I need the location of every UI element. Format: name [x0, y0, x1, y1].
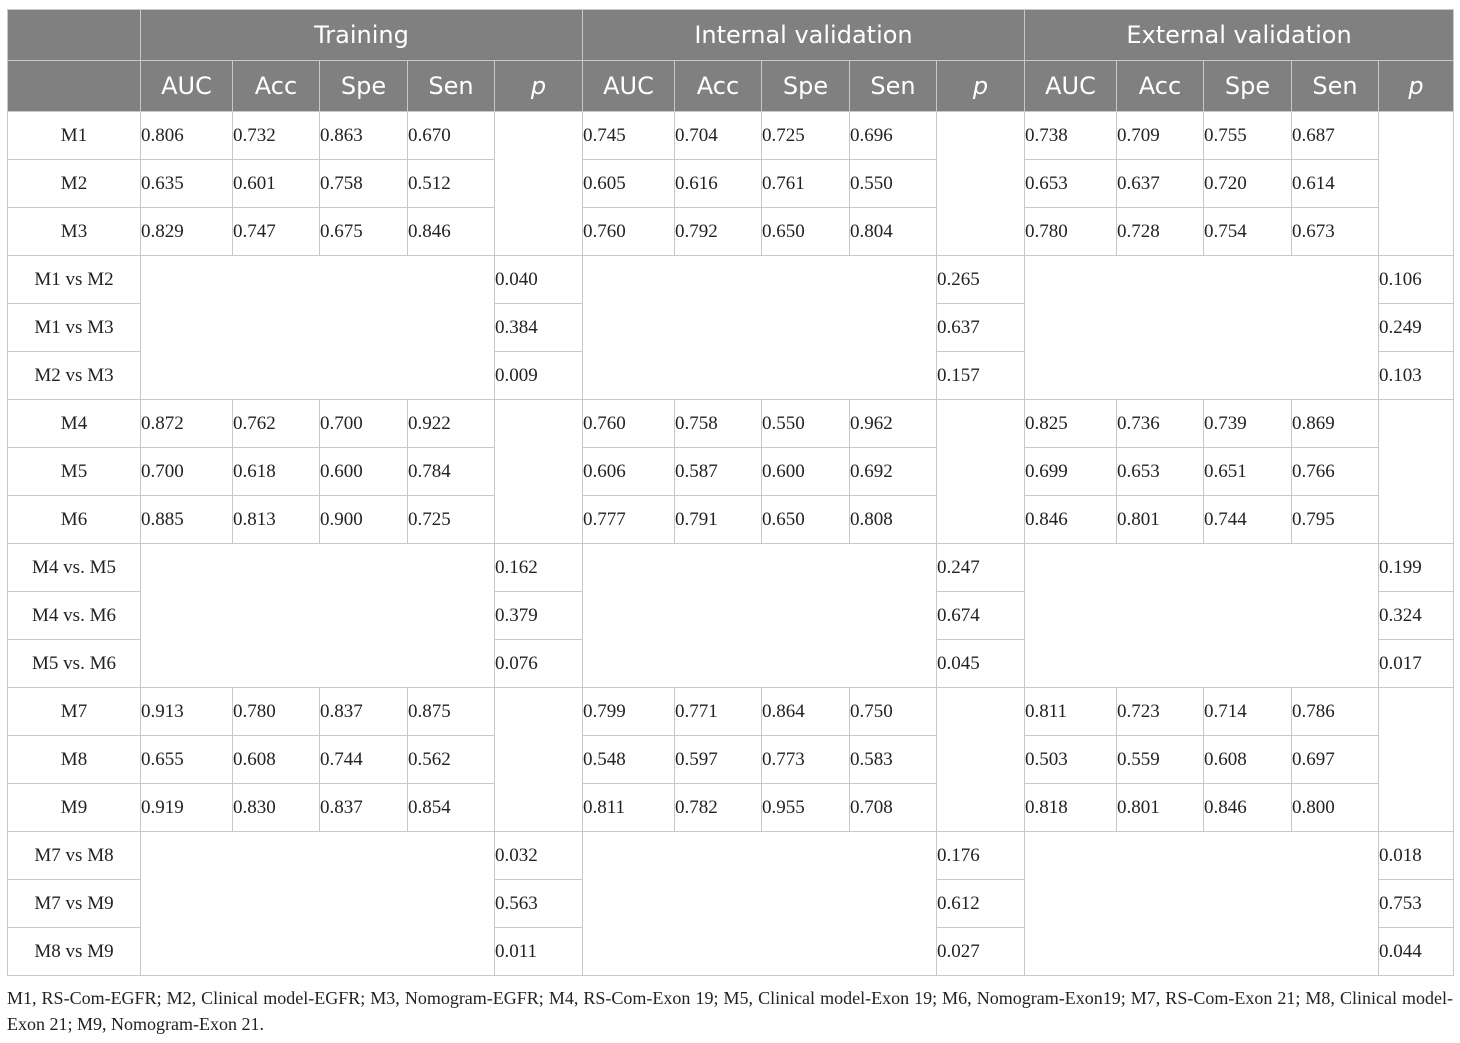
metric-value: 0.744 [320, 736, 408, 784]
metric-value: 0.829 [141, 208, 233, 256]
metric-value: 0.801 [1117, 496, 1204, 544]
metric-value: 0.562 [408, 736, 495, 784]
group-header: External validation [1025, 10, 1454, 61]
metric-value: 0.837 [320, 784, 408, 832]
metric-header: Sen [850, 61, 937, 112]
metric-value: 0.548 [583, 736, 675, 784]
metric-value: 0.863 [320, 112, 408, 160]
metric-value: 0.758 [675, 400, 762, 448]
comparison-label: M4 vs. M5 [8, 544, 141, 592]
metric-header: AUC [1025, 61, 1117, 112]
empty-p-cell [937, 688, 1025, 832]
comparison-label: M2 vs M3 [8, 352, 141, 400]
comparison-label: M8 vs M9 [8, 928, 141, 976]
model-row [8, 688, 1454, 736]
empty-p-cell [1379, 688, 1454, 832]
p-value: 0.265 [937, 256, 1025, 304]
model-row [8, 160, 1454, 208]
metric-value: 0.854 [408, 784, 495, 832]
metric-value: 0.653 [1117, 448, 1204, 496]
metric-value: 0.650 [762, 208, 850, 256]
model-row [8, 208, 1454, 256]
metric-value: 0.811 [1025, 688, 1117, 736]
p-value: 0.011 [495, 928, 583, 976]
metric-value: 0.811 [583, 784, 675, 832]
group-header-row [8, 10, 1454, 61]
p-value: 0.162 [495, 544, 583, 592]
metric-value: 0.697 [1292, 736, 1379, 784]
empty-metric-cell [1025, 832, 1379, 976]
metric-value: 0.955 [762, 784, 850, 832]
empty-p-cell [937, 112, 1025, 256]
empty-metric-cell [1025, 544, 1379, 688]
metric-value: 0.725 [762, 112, 850, 160]
group-header: Internal validation [583, 10, 1025, 61]
corner-cell [8, 10, 141, 61]
empty-metric-cell [583, 832, 937, 976]
metric-value: 0.755 [1204, 112, 1292, 160]
metric-value: 0.780 [233, 688, 320, 736]
model-label: M9 [8, 784, 141, 832]
metric-value: 0.739 [1204, 400, 1292, 448]
metric-value: 0.869 [1292, 400, 1379, 448]
metric-value: 0.919 [141, 784, 233, 832]
metric-value: 0.600 [320, 448, 408, 496]
model-row [8, 448, 1454, 496]
metric-header: p [1379, 61, 1454, 112]
metric-value: 0.808 [850, 496, 937, 544]
p-value: 0.009 [495, 352, 583, 400]
metric-value: 0.653 [1025, 160, 1117, 208]
metric-value: 0.559 [1117, 736, 1204, 784]
metric-value: 0.825 [1025, 400, 1117, 448]
metric-value: 0.801 [1117, 784, 1204, 832]
metric-value: 0.745 [583, 112, 675, 160]
metric-value: 0.771 [675, 688, 762, 736]
comparison-row [8, 544, 1454, 592]
p-value: 0.040 [495, 256, 583, 304]
metric-value: 0.830 [233, 784, 320, 832]
comparison-label: M1 vs M3 [8, 304, 141, 352]
metric-value: 0.550 [762, 400, 850, 448]
metric-value: 0.786 [1292, 688, 1379, 736]
metric-value: 0.608 [233, 736, 320, 784]
empty-metric-cell [141, 832, 495, 976]
metric-value: 0.606 [583, 448, 675, 496]
metric-value: 0.670 [408, 112, 495, 160]
metric-value: 0.784 [408, 448, 495, 496]
metric-value: 0.760 [583, 208, 675, 256]
metric-value: 0.780 [1025, 208, 1117, 256]
model-label: M8 [8, 736, 141, 784]
metric-value: 0.922 [408, 400, 495, 448]
metric-value: 0.792 [675, 208, 762, 256]
p-value: 0.032 [495, 832, 583, 880]
comparison-label: M7 vs M9 [8, 880, 141, 928]
metric-value: 0.720 [1204, 160, 1292, 208]
metric-value: 0.699 [1025, 448, 1117, 496]
model-label: M4 [8, 400, 141, 448]
p-value: 0.384 [495, 304, 583, 352]
metric-header: Spe [1204, 61, 1292, 112]
metric-value: 0.913 [141, 688, 233, 736]
empty-p-cell [495, 688, 583, 832]
metric-value: 0.692 [850, 448, 937, 496]
comparison-label: M4 vs. M6 [8, 592, 141, 640]
p-value: 0.199 [1379, 544, 1454, 592]
empty-metric-cell [583, 544, 937, 688]
metric-header-row [8, 61, 1454, 112]
metric-value: 0.962 [850, 400, 937, 448]
metric-value: 0.723 [1117, 688, 1204, 736]
empty-metric-cell [583, 256, 937, 400]
metric-value: 0.583 [850, 736, 937, 784]
metric-header: AUC [141, 61, 233, 112]
metric-value: 0.635 [141, 160, 233, 208]
p-value: 0.563 [495, 880, 583, 928]
metric-value: 0.605 [583, 160, 675, 208]
metric-value: 0.806 [141, 112, 233, 160]
p-value: 0.027 [937, 928, 1025, 976]
empty-metric-cell [1025, 256, 1379, 400]
metric-value: 0.795 [1292, 496, 1379, 544]
metric-value: 0.777 [583, 496, 675, 544]
p-value: 0.176 [937, 832, 1025, 880]
metric-value: 0.597 [675, 736, 762, 784]
model-row [8, 400, 1454, 448]
metric-value: 0.618 [233, 448, 320, 496]
metric-value: 0.754 [1204, 208, 1292, 256]
empty-p-cell [495, 112, 583, 256]
metric-value: 0.550 [850, 160, 937, 208]
metric-value: 0.846 [1204, 784, 1292, 832]
metric-value: 0.900 [320, 496, 408, 544]
empty-p-cell [1379, 112, 1454, 256]
metric-header: p [495, 61, 583, 112]
empty-p-cell [1379, 400, 1454, 544]
metric-value: 0.761 [762, 160, 850, 208]
p-value: 0.106 [1379, 256, 1454, 304]
empty-metric-cell [141, 544, 495, 688]
comparison-label: M1 vs M2 [8, 256, 141, 304]
metric-value: 0.760 [583, 400, 675, 448]
metric-header: Acc [1117, 61, 1204, 112]
metric-value: 0.837 [320, 688, 408, 736]
metric-value: 0.503 [1025, 736, 1117, 784]
metric-value: 0.587 [675, 448, 762, 496]
metric-header: Sen [408, 61, 495, 112]
comparison-label: M5 vs. M6 [8, 640, 141, 688]
metric-value: 0.700 [141, 448, 233, 496]
model-label: M7 [8, 688, 141, 736]
model-label: M5 [8, 448, 141, 496]
empty-p-cell [495, 400, 583, 544]
metric-value: 0.758 [320, 160, 408, 208]
metric-value: 0.714 [1204, 688, 1292, 736]
metric-value: 0.736 [1117, 400, 1204, 448]
model-row [8, 496, 1454, 544]
metric-value: 0.616 [675, 160, 762, 208]
metric-value: 0.637 [1117, 160, 1204, 208]
metric-header: AUC [583, 61, 675, 112]
metric-value: 0.750 [850, 688, 937, 736]
metric-value: 0.614 [1292, 160, 1379, 208]
metric-value: 0.650 [762, 496, 850, 544]
metric-value: 0.885 [141, 496, 233, 544]
metric-value: 0.728 [1117, 208, 1204, 256]
metric-value: 0.875 [408, 688, 495, 736]
metric-value: 0.696 [850, 112, 937, 160]
results-table [7, 9, 1454, 976]
metric-value: 0.708 [850, 784, 937, 832]
metric-header: Acc [675, 61, 762, 112]
model-row [8, 736, 1454, 784]
empty-metric-cell [141, 256, 495, 400]
empty-p-cell [937, 400, 1025, 544]
p-value: 0.018 [1379, 832, 1454, 880]
metric-value: 0.799 [583, 688, 675, 736]
p-value: 0.044 [1379, 928, 1454, 976]
p-value: 0.103 [1379, 352, 1454, 400]
p-value: 0.076 [495, 640, 583, 688]
p-value: 0.249 [1379, 304, 1454, 352]
metric-value: 0.846 [1025, 496, 1117, 544]
metric-header: Spe [320, 61, 408, 112]
model-label: M2 [8, 160, 141, 208]
p-value: 0.612 [937, 880, 1025, 928]
metric-value: 0.704 [675, 112, 762, 160]
metric-value: 0.709 [1117, 112, 1204, 160]
model-label: M3 [8, 208, 141, 256]
metric-value: 0.687 [1292, 112, 1379, 160]
p-value: 0.379 [495, 592, 583, 640]
metric-value: 0.675 [320, 208, 408, 256]
metric-value: 0.800 [1292, 784, 1379, 832]
metric-value: 0.608 [1204, 736, 1292, 784]
table-footnote: M1, RS-Com-EGFR; M2, Clinical model-EGFR; M3, Nomogram-EGFR; M4, RS-Com-Exon 19; M5, Clinical model-Exon 19; M6, Nomogram-Exon19; M7, RS-Com-Exon 21; M8, Clinical model-Exon 21; M9, Nomogram-Exon 21. [7, 988, 1453, 1034]
metric-value: 0.872 [141, 400, 233, 448]
metric-value: 0.738 [1025, 112, 1117, 160]
model-label: M1 [8, 112, 141, 160]
p-value: 0.753 [1379, 880, 1454, 928]
metric-value: 0.747 [233, 208, 320, 256]
metric-value: 0.655 [141, 736, 233, 784]
table-header [8, 10, 1454, 112]
model-label: M6 [8, 496, 141, 544]
metric-value: 0.762 [233, 400, 320, 448]
metric-value: 0.804 [850, 208, 937, 256]
metric-value: 0.725 [408, 496, 495, 544]
metric-value: 0.732 [233, 112, 320, 160]
metric-value: 0.673 [1292, 208, 1379, 256]
metric-value: 0.601 [233, 160, 320, 208]
p-value: 0.045 [937, 640, 1025, 688]
metric-header: Spe [762, 61, 850, 112]
corner-cell [8, 61, 141, 112]
metric-header: p [937, 61, 1025, 112]
metric-value: 0.813 [233, 496, 320, 544]
metric-value: 0.791 [675, 496, 762, 544]
metric-value: 0.700 [320, 400, 408, 448]
table-body [8, 112, 1454, 976]
p-value: 0.017 [1379, 640, 1454, 688]
comparison-row [8, 256, 1454, 304]
metric-value: 0.846 [408, 208, 495, 256]
metric-value: 0.744 [1204, 496, 1292, 544]
metric-value: 0.766 [1292, 448, 1379, 496]
metric-value: 0.782 [675, 784, 762, 832]
comparison-row [8, 832, 1454, 880]
metric-value: 0.651 [1204, 448, 1292, 496]
p-value: 0.637 [937, 304, 1025, 352]
model-row [8, 112, 1454, 160]
p-value: 0.674 [937, 592, 1025, 640]
metric-value: 0.512 [408, 160, 495, 208]
metric-value: 0.864 [762, 688, 850, 736]
comparison-label: M7 vs M8 [8, 832, 141, 880]
metric-value: 0.600 [762, 448, 850, 496]
metric-value: 0.773 [762, 736, 850, 784]
p-value: 0.324 [1379, 592, 1454, 640]
model-row [8, 784, 1454, 832]
p-value: 0.157 [937, 352, 1025, 400]
metric-header: Sen [1292, 61, 1379, 112]
group-header: Training [141, 10, 583, 61]
metric-header: Acc [233, 61, 320, 112]
metric-value: 0.818 [1025, 784, 1117, 832]
p-value: 0.247 [937, 544, 1025, 592]
